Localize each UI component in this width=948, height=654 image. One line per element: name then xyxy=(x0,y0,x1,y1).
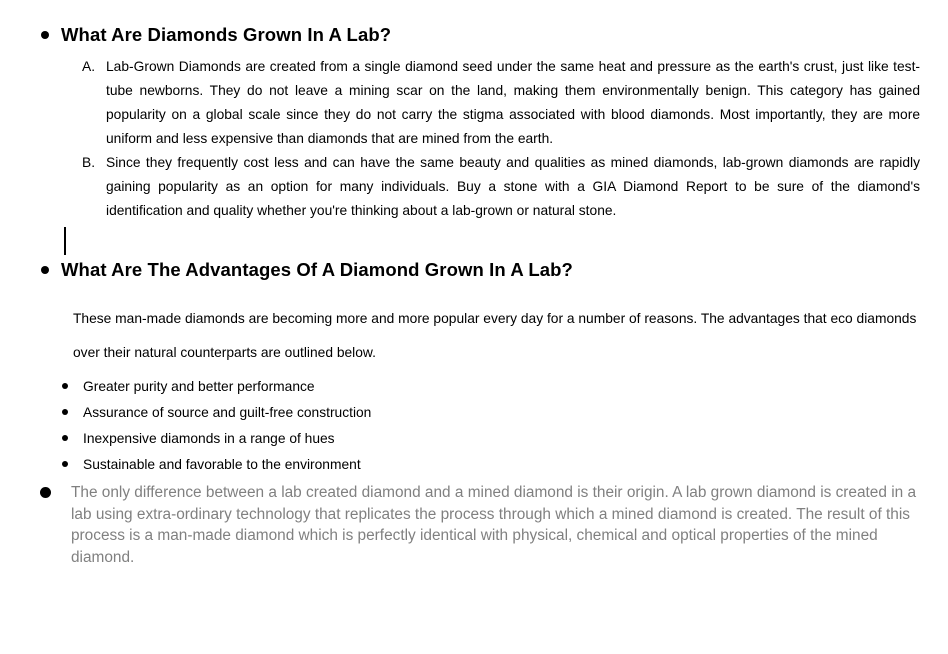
paragraph-advantages-intro: These man-made diamonds are becoming more and more popular every day for a number of reasons. The advantages that eco diamonds over their natural counterparts are outlined below. xyxy=(73,311,917,360)
bullet-item-label: Inexpensive diamonds in a range of hues xyxy=(83,431,335,446)
paragraph-difference-note: The only difference between a lab created diamond and a mined diamond is their origin. A lab grown diamond is created in a lab using extra-ordinary technology that replicates the process through which a mined diamond is created. The result of this process is a man-made diamond which is perfectly identical with physical, chemical and optical properties of the mined diamond. xyxy=(71,484,917,566)
list-marker-b: B. xyxy=(82,155,96,170)
paragraph-lab-grown-b: Since they frequently cost less and can have the same beauty and qualities as mined diamonds, lab-grown diamonds are rapidly gaining popularity as an option for many individuals. Buy a stone with a GIA Diamond Report to be sure of the diamond's identification and quality whether you're thinking about a lab-grown or natural stone. xyxy=(106,155,920,218)
note-row xyxy=(40,482,920,568)
list-item xyxy=(62,452,920,478)
list-bullet-icon xyxy=(62,461,68,467)
text-caret xyxy=(64,227,66,255)
section-heading-advantages: What Are The Advantages Of A Diamond Grown In A Lab? xyxy=(61,259,573,280)
section-heading-lab-grown: What Are Diamonds Grown In A Lab? xyxy=(61,24,392,45)
bullet-item-label: Sustainable and favorable to the environment xyxy=(83,457,361,472)
advantages-bullet-list xyxy=(62,374,920,478)
paragraph-lab-grown-a: Lab-Grown Diamonds are created from a single diamond seed under the same heat and pressure as the earth's crust, just like test-tube newborns. They do not leave a mining scar on the land, making them environmentally benign. This category has gained popularity on a global scale since they do not carry the stigma associated with blood diamonds. Most importantly, they are more uniform and less expensive than diamonds that are mined from the earth. xyxy=(106,59,920,146)
heading-row-advantages xyxy=(41,258,920,282)
list-item xyxy=(62,426,920,452)
bullet-item-label: Assurance of source and guilt-free construction xyxy=(83,405,372,420)
bullet-item-label: Greater purity and better performance xyxy=(83,379,315,394)
list-bullet-icon xyxy=(62,383,68,389)
list-bullet-icon xyxy=(41,31,49,39)
list-item xyxy=(62,374,920,400)
lettered-list xyxy=(82,55,920,223)
list-bullet-icon xyxy=(40,487,51,498)
list-bullet-icon xyxy=(62,409,68,415)
heading-row-lab-grown xyxy=(41,23,920,47)
list-item-a xyxy=(82,55,920,151)
list-marker-a: A. xyxy=(82,59,96,74)
list-item-b xyxy=(82,151,920,223)
list-bullet-icon xyxy=(41,266,49,274)
list-bullet-icon xyxy=(62,435,68,441)
list-item xyxy=(62,400,920,426)
